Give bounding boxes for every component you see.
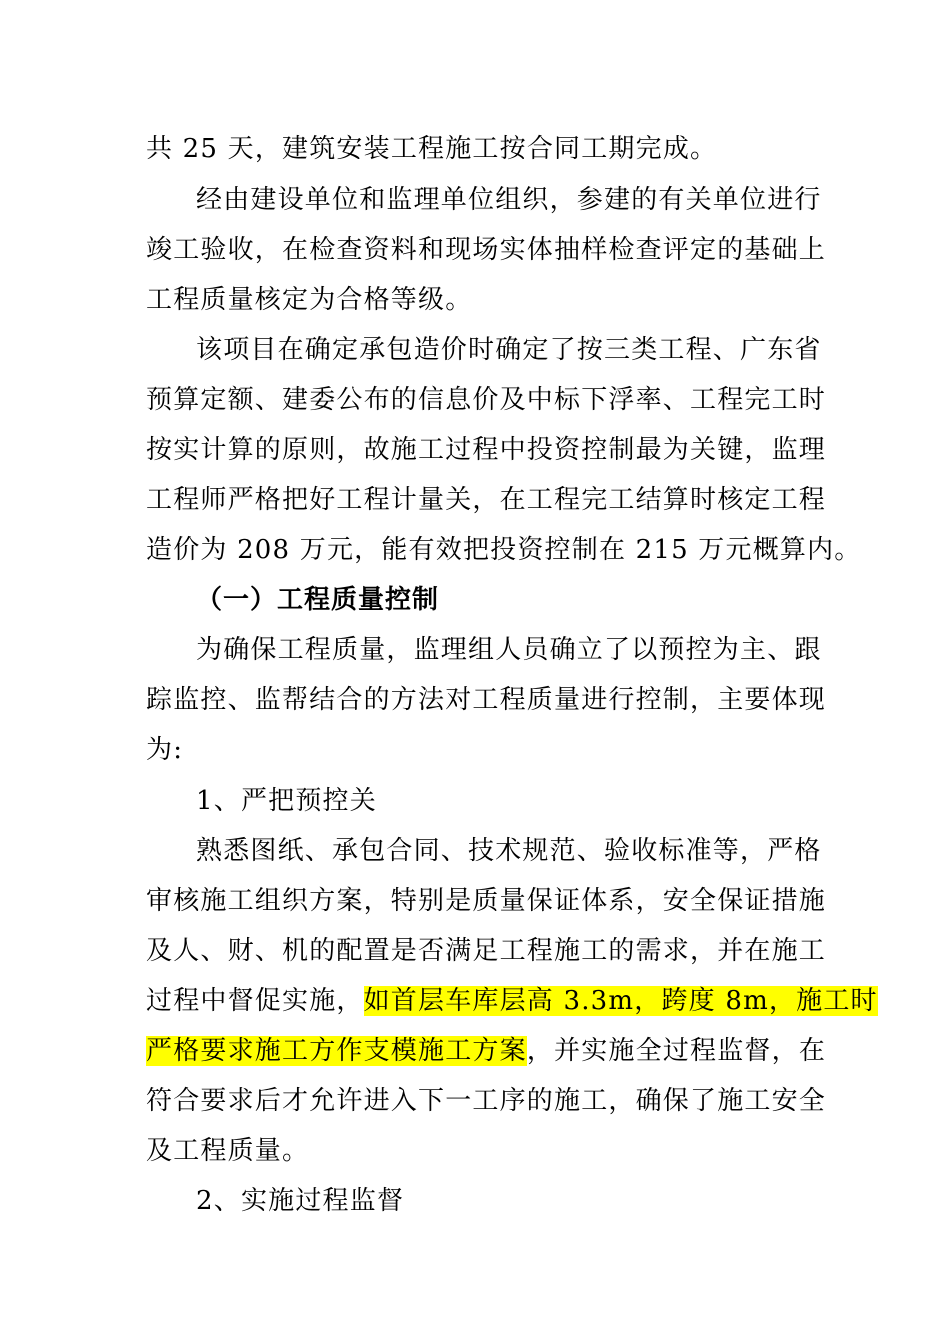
paragraph-line: 踪监控、监帮结合的方法对工程质量进行控制，主要体现	[146, 685, 827, 715]
paragraph-line: 经由建设单位和监理单位组织，参建的有关单位进行	[196, 185, 822, 215]
paragraph-line: 审核施工组织方案，特别是质量保证体系，安全保证措施	[146, 886, 827, 916]
paragraph-line: 熟悉图纸、承包合同、技术规范、验收标准等，严格	[196, 836, 822, 866]
paragraph-line: 工程师严格把好工程计量关，在工程完工结算时核定工程	[146, 485, 827, 515]
paragraph-text: ，并实施全过程监督，在	[526, 1036, 827, 1066]
paragraph-line: 及人、财、机的配置是否满足工程施工的需求，并在施工	[146, 936, 827, 966]
paragraph-line: 按实计算的原则，故施工过程中投资控制最为关键，监理	[146, 435, 827, 465]
paragraph-line: 预算定额、建委公布的信息价及中标下浮率、工程完工时	[146, 385, 827, 415]
section-heading: （一）工程质量控制	[196, 585, 440, 615]
paragraph-line: 为:	[146, 735, 184, 765]
paragraph-line: 工程质量核定为合格等级。	[146, 285, 473, 315]
paragraph-line	[146, 1034, 827, 1068]
paragraph-line: 该项目在确定承包造价时确定了按三类工程、广东省	[196, 335, 822, 365]
highlighted-text: 严格要求施工方作支模施工方案	[146, 1036, 527, 1066]
paragraph-line: 及工程质量。	[146, 1136, 310, 1166]
paragraph-line: 符合要求后才允许进入下一工序的施工，确保了施工安全	[146, 1086, 827, 1116]
paragraph-line: 竣工验收，在检查资料和现场实体抽样检查评定的基础上	[146, 235, 827, 265]
list-item-heading: 1、严把预控关	[196, 786, 377, 816]
paragraph-text: 过程中督促实施，	[146, 986, 364, 1016]
list-item-heading: 2、实施过程监督	[196, 1186, 405, 1216]
highlighted-text: 如首层车库层高 3.3m，跨度 8m，施工时	[363, 986, 878, 1016]
paragraph-line: 共 25 天，建筑安装工程施工按合同工期完成。	[146, 134, 718, 164]
paragraph-line: 为确保工程质量，监理组人员确立了以预控为主、跟	[196, 635, 822, 665]
paragraph-line: 造价为 208 万元，能有效把投资控制在 215 万元概算内。	[146, 535, 862, 565]
paragraph-line	[146, 984, 878, 1018]
